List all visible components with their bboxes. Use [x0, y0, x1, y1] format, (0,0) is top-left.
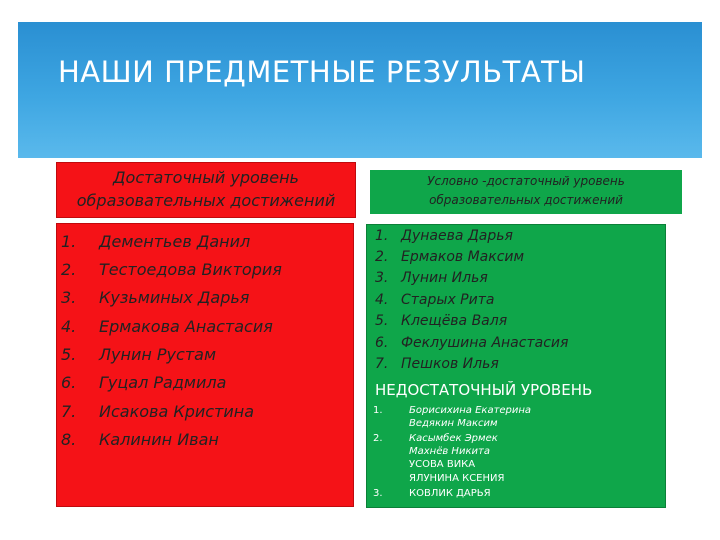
item-number: 4.	[375, 292, 389, 308]
student-name: Кузьминых Дарья	[99, 288, 250, 307]
student-name: КОВЛИК ДАРЬЯ	[409, 488, 491, 499]
item-number: 3.	[375, 270, 389, 286]
student-name: Лунин Рустам	[99, 345, 217, 364]
student-name: Махнёв Никита	[409, 446, 490, 457]
item-number: 1.	[373, 405, 383, 416]
student-name: Ведякин Максим	[409, 418, 498, 429]
item-number: 8.	[61, 430, 77, 449]
item-number: 1.	[61, 232, 77, 251]
student-name: Ермаков Максим	[401, 249, 525, 265]
conditional-level-header	[370, 170, 682, 214]
item-number: 3.	[373, 488, 383, 499]
item-number: 6.	[375, 335, 389, 351]
student-name: Дунаева Дарья	[401, 228, 513, 244]
item-number: 7.	[375, 356, 389, 372]
title-banner	[18, 22, 702, 158]
student-name: Исакова Кристина	[99, 402, 255, 421]
item-number: 5.	[375, 313, 389, 329]
student-name: Тестоедова Виктория	[99, 260, 282, 279]
item-number: 4.	[61, 317, 77, 336]
item-number: 2.	[61, 260, 77, 279]
student-name: Касымбек Эрмек	[409, 433, 498, 444]
item-number: 3.	[61, 288, 77, 307]
conditional-heading-line1: Условно -достаточный уровень	[427, 174, 625, 188]
sufficient-heading-line1: Достаточный уровень	[113, 168, 299, 187]
student-name: Феклушина Анастасия	[401, 335, 569, 351]
item-number: 2.	[375, 249, 389, 265]
conditional-level-panel	[366, 224, 666, 508]
student-name: Ермакова Анастасия	[99, 317, 273, 336]
item-number: 1.	[375, 228, 389, 244]
item-number: 7.	[61, 402, 77, 421]
sufficient-heading-line2: образовательных достижений	[76, 191, 336, 210]
slide-title: НАШИ ПРЕДМЕТНЫЕ РЕЗУЛЬТАТЫ	[58, 55, 586, 89]
item-number: 5.	[61, 345, 77, 364]
item-number: 6.	[61, 373, 77, 392]
student-name: ЯЛУНИНА КСЕНИЯ	[409, 473, 505, 484]
student-name: Калинин Иван	[99, 430, 219, 449]
conditional-heading-line2: образовательных достижений	[429, 193, 623, 207]
sufficient-level-header	[56, 162, 356, 218]
sufficient-level-panel	[56, 223, 354, 507]
item-number: 2.	[373, 433, 383, 444]
student-name: УСОВА ВИКА	[409, 459, 476, 470]
student-name: Лунин Илья	[401, 270, 488, 286]
student-name: Старых Рита	[401, 292, 495, 308]
student-name: Гуцал Радмила	[99, 373, 227, 392]
insufficient-level-heading: НЕДОСТАТОЧНЫЙ УРОВЕНЬ	[375, 381, 593, 399]
student-name: Дементьев Данил	[99, 232, 251, 251]
student-name: Борисихина Екатерина	[409, 405, 532, 416]
student-name: Клещёва Валя	[401, 313, 508, 329]
student-name: Пешков Илья	[401, 356, 499, 372]
